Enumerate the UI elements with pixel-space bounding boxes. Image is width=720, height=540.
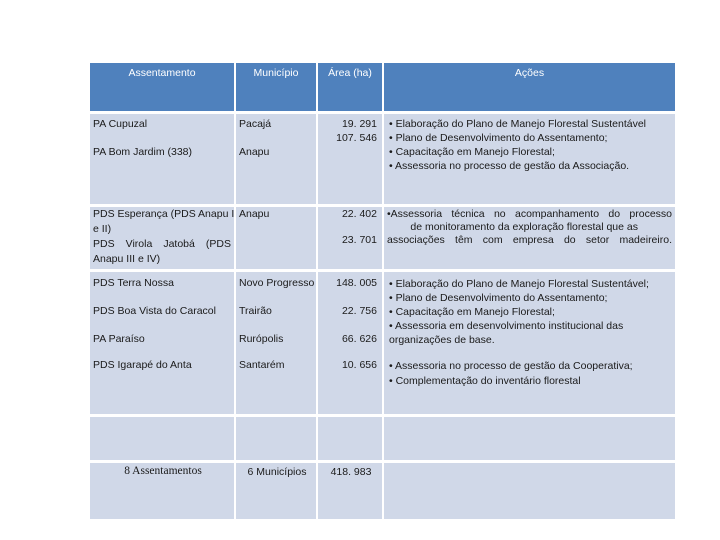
settlement-name-line: Anapu III e IV) — [93, 253, 161, 265]
settlement-name: PDS Igarapé do Anta — [93, 359, 192, 371]
area-value: 23. 701 — [341, 234, 377, 246]
action-item: • Plano de Desenvolvimento do Assentamento; — [389, 292, 608, 304]
action-item: • Elaboração do Plano de Manejo Florestal Sustentável; — [389, 278, 649, 290]
settlement-name-line: PDS Virola Jatobá (PDS — [93, 238, 231, 250]
group2-acoes-cell — [384, 207, 675, 269]
action-item: • Complementação do inventário florestal — [389, 375, 581, 387]
settlement-name: PA Cupuzal — [93, 118, 148, 130]
group3-acoes-cell — [384, 272, 675, 414]
settlement-name: PDS Terra Nossa — [93, 277, 174, 289]
settlement-name: PDS Boa Vista do Caracol — [93, 305, 216, 317]
header-area: Área (ha) — [318, 63, 384, 111]
total-acoes-cell — [384, 463, 675, 519]
action-item: • Elaboração do Plano de Manejo Florestal Sustentável — [389, 118, 646, 130]
municipality-name: Trairão — [239, 305, 272, 317]
total-municipios-cell — [236, 463, 318, 519]
header-municipio: Município — [236, 63, 318, 111]
group1-municipio-cell — [236, 114, 318, 204]
municipality-name: Rurópolis — [239, 333, 284, 345]
action-item: • Assessoria em desenvolvimento institucional das — [389, 320, 624, 332]
group2-assentamento-cell — [90, 207, 236, 269]
action-item: de monitoramento da exploração florestal que as — [410, 221, 638, 233]
settlement-name: PA Bom Jardim (338) — [93, 146, 193, 158]
total-municipios: 6 Municípios — [247, 466, 307, 478]
header-acoes: Ações — [384, 63, 675, 111]
action-item: • Plano de Desenvolvimento do Assentamento; — [389, 132, 608, 144]
group2-municipio-cell — [236, 207, 318, 269]
municipality-name: Pacajá — [239, 118, 272, 130]
action-item: • Assessoria no processo de gestão da Cooperativa; — [389, 360, 633, 372]
action-item: •Assessoria técnica no acompanhamento do processo — [387, 208, 672, 220]
action-item: organizações de base. — [389, 334, 495, 346]
area-value: 66. 626 — [341, 333, 377, 345]
municipality-name: Santarém — [239, 359, 285, 371]
area-value: 19. 291 — [341, 118, 377, 130]
total-assentamentos: 8 Assentamentos — [124, 465, 202, 477]
total-assentamentos-cell — [90, 463, 236, 519]
area-value: 22. 402 — [341, 208, 377, 220]
group3-assentamento-cell — [90, 272, 236, 414]
total-area-cell — [318, 463, 384, 519]
group1-area-cell — [318, 114, 384, 204]
area-value: 107. 546 — [336, 132, 377, 144]
area-value: 10. 656 — [341, 359, 377, 371]
settlement-name-line: PDS Esperança (PDS Anapu I — [93, 208, 235, 220]
group2-area-cell — [318, 207, 384, 269]
municipality-name: Anapu — [239, 146, 270, 158]
municipality-name: Novo Progresso — [239, 277, 315, 289]
municipality-name: Anapu — [239, 208, 270, 220]
settlement-name: PA Paraíso — [93, 333, 145, 345]
action-item: • Capacitação em Manejo Florestal; — [389, 146, 555, 158]
action-item: • Assessoria no processo de gestão da Associação. — [389, 160, 630, 172]
header-assentamento: Assentamento — [90, 63, 236, 111]
settlement-name-line: e II) — [93, 223, 112, 235]
area-value: 148. 005 — [336, 277, 377, 289]
action-item: associações têm com empresa do setor madeireiro. — [387, 234, 672, 246]
group3-municipio-cell — [236, 272, 318, 414]
group1-acoes-cell — [384, 114, 675, 204]
area-value: 22. 756 — [341, 305, 377, 317]
total-area: 418. 983 — [330, 466, 372, 478]
settlements-table — [90, 63, 675, 478]
group1-assentamento-cell — [90, 114, 236, 204]
group3-area-cell — [318, 272, 384, 414]
action-item: • Capacitação em Manejo Florestal; — [389, 306, 555, 318]
